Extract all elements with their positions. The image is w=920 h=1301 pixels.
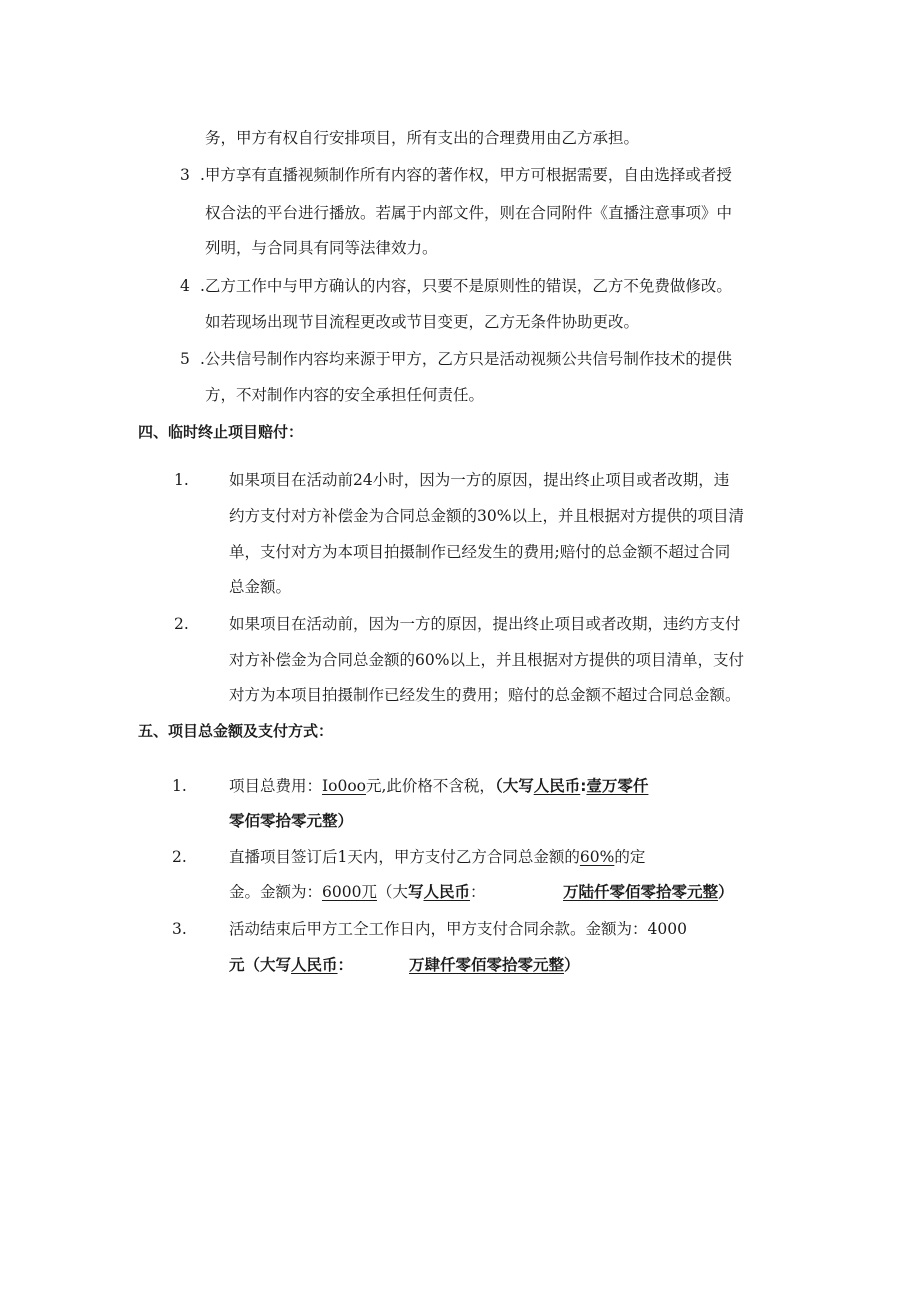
amount-value: Io0oo bbox=[322, 777, 366, 795]
capital-amount: 万肆仟零佰零拾零元整 bbox=[409, 956, 565, 974]
text: ： bbox=[337, 956, 354, 974]
text: 写 bbox=[407, 883, 424, 901]
text: 直播项目签订后1天内，甲方支付乙方合同总金额的 bbox=[229, 848, 580, 866]
list-number: 5 bbox=[180, 350, 190, 368]
text: ） bbox=[718, 883, 734, 901]
paragraph-line: 约方支付对方补偿金为合同总金额的30%以上，并且根据对方提供的项目清 bbox=[229, 507, 744, 525]
paragraph-line: 对方为本项目拍摄制作已经发生的费用；赔付的总金额不超过合同总金额。 bbox=[229, 686, 741, 704]
list-number: 1. bbox=[172, 777, 187, 795]
list-number: 3. bbox=[172, 920, 187, 938]
text: （大 bbox=[376, 883, 408, 901]
paragraph-line: 务，甲方有权自行安排项目，所有支出的合理费用由乙方承担。 bbox=[205, 129, 640, 147]
payment-line bbox=[229, 882, 486, 902]
amount-value: 6000兀 bbox=[322, 883, 377, 901]
capital-amount: 壹万零仟 bbox=[586, 777, 649, 795]
paragraph-line: .甲方享有直播视频制作所有内容的著作权，甲方可根据需要，自由选择或者授 bbox=[200, 166, 732, 184]
text: 金。金额为： bbox=[229, 883, 323, 901]
section-heading: 五、项目总金额及支付方式： bbox=[138, 722, 334, 740]
text: ） bbox=[564, 956, 580, 974]
payment-line bbox=[229, 955, 353, 975]
currency-label: 人民币 bbox=[533, 777, 581, 795]
text: 元,此价格不含税， bbox=[366, 777, 495, 795]
list-number: 2. bbox=[174, 615, 189, 633]
payment-line bbox=[229, 811, 353, 831]
payment-line bbox=[229, 776, 648, 796]
text: （大写 bbox=[244, 956, 292, 974]
paragraph-line: 总金额。 bbox=[229, 578, 292, 596]
capital-amount: 零佰零拾零元整 bbox=[229, 812, 338, 830]
capital-amount: 万陆仟零佰零拾零元整 bbox=[563, 883, 719, 901]
currency-label: 人民币 bbox=[423, 883, 471, 901]
paragraph-line: 如果项目在活动前24小时，因为一方的原因，提出终止项目或者改期，违 bbox=[229, 471, 730, 489]
currency-label: 人民币 bbox=[291, 956, 338, 974]
text: : bbox=[580, 777, 587, 795]
paragraph-line: .公共信号制作内容均来源于甲方，乙方只是活动视频公共信号制作技术的提供 bbox=[200, 350, 732, 368]
paragraph-line: 对方补偿金为合同总金额的60%以上，并且根据对方提供的项目清单，支付 bbox=[229, 651, 744, 669]
paragraph-line: 如果项目在活动前，因为一方的原因，提出终止项目或者改期，违约方支付 bbox=[229, 615, 741, 633]
payment-line bbox=[563, 882, 734, 902]
paragraph-line: 权合法的平台进行播放。若属于内部文件，则在合同附件《直播注意事项》中 bbox=[205, 204, 733, 222]
text: ： bbox=[470, 883, 486, 901]
text: ） bbox=[337, 812, 354, 830]
payment-line bbox=[409, 955, 580, 975]
paragraph-line: 如若现场出现节目流程更改或节目变更，乙方无条件协助更改。 bbox=[205, 313, 640, 331]
text: 的定 bbox=[614, 848, 646, 866]
label: 项目总费用： bbox=[229, 777, 323, 795]
payment-line bbox=[229, 847, 645, 867]
payment-line: 活动结束后甲方工仝工作日内，甲方支付合同余款。金额为：4000 bbox=[229, 920, 687, 938]
paragraph-line: 列明，与合同具有同等法律效力。 bbox=[205, 239, 438, 257]
text: （大写 bbox=[494, 777, 534, 795]
list-number: 4 bbox=[180, 277, 190, 295]
list-number: 2. bbox=[172, 848, 187, 866]
section-heading: 四、临时终止项目赔付： bbox=[138, 423, 304, 441]
paragraph-line: 方，不对制作内容的安全承担任何责任。 bbox=[205, 386, 485, 404]
percent-value: 60% bbox=[579, 848, 615, 866]
text: 元 bbox=[229, 956, 245, 974]
list-number: 1. bbox=[174, 471, 189, 489]
paragraph-line: .乙方工作中与甲方确认的内容，只要不是原则性的错误，乙方不免费做修改。 bbox=[200, 277, 732, 295]
list-number: 3 bbox=[180, 166, 190, 184]
paragraph-line: 单，支付对方为本项目拍摄制作已经发生的费用;赔付的总金额不超过合同 bbox=[229, 543, 731, 561]
